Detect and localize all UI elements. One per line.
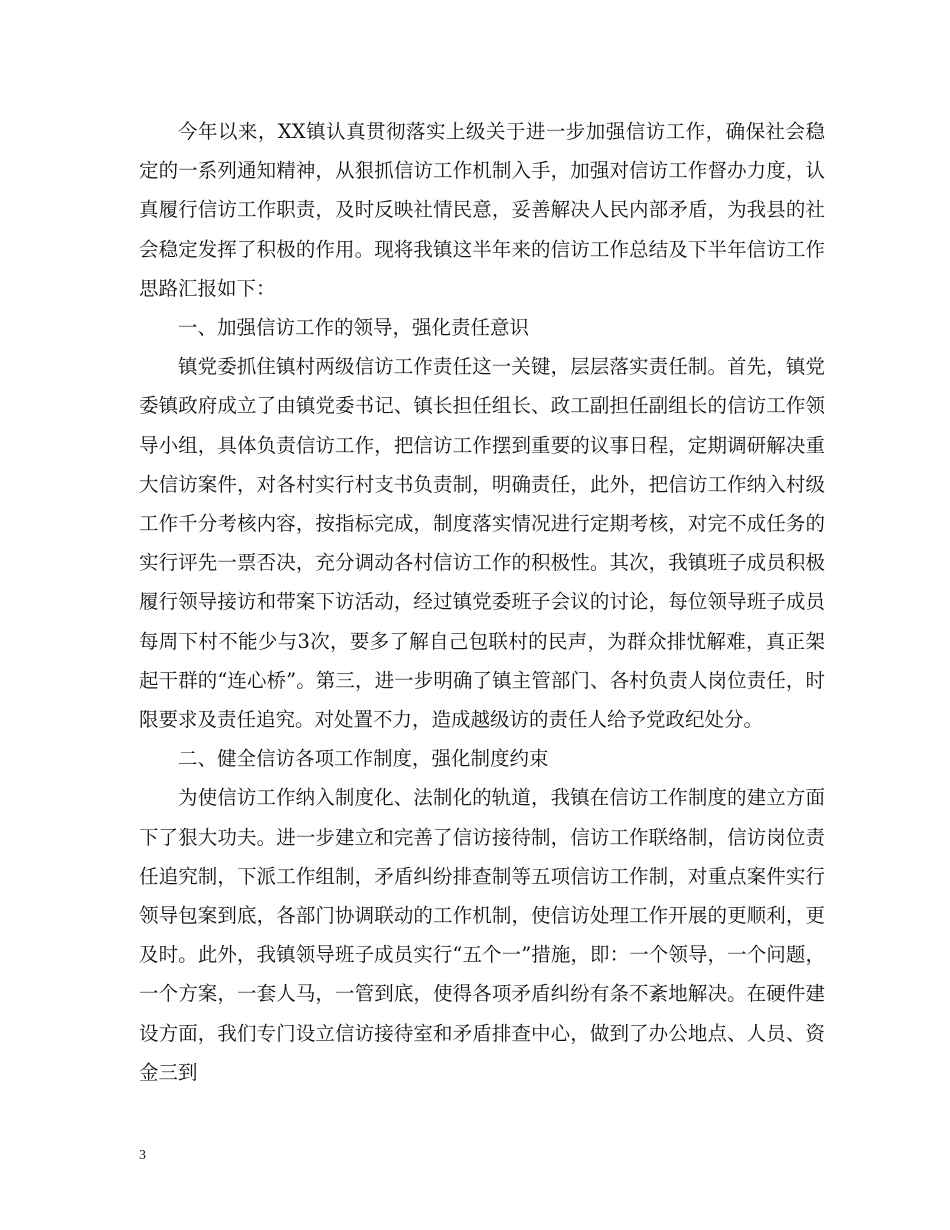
paragraph-intro: 今年以来，XX镇认真贯彻落实上级关于进一步加强信访工作，确保社会稳定的一系列通知精神，从狠抓信访工作机制入手，加强对信访工作督办力度，认真履行信访工作职责，及时反映社情民意，妥善解决人民内部矛盾，为我县的社会稳定发挥了积极的作用。现将我镇这半年来的信访工作总结及下半年信访工作思路汇报如下： (139, 120, 825, 300)
paragraph-section-1: 镇党委抓住镇村两级信访工作责任这一关键，层层落实责任制。首先，镇党委镇政府成立了由镇党委书记、镇长担任组长、政工副担任副组长的信访工作领导小组，具体负责信访工作，把信访工作摆到重要的议事日程，定期调研解决重大信访案件，对各村实行村支书负责制，明确责任，此外，把信访工作纳入村级工作千分考核内容，按指标完成，制度落实情况进行定期考核，对完不成任务的实行评先一票否决，充分调动各村信访工作的积极性。其次，我镇班子成员积极履行领导接访和带案下访活动，经过镇党委班子会议的讨论，每位领导班子成员每周下村不能少与3次，要多了解自己包联村的民声，为群众排忧解难，真正架起干群的“连心桥”。第三，进一步明确了镇主管部门、各村负责人岗位责任，时限要求及责任追究。对处置不力，造成越级访的责任人给予党政纪处分。 (139, 355, 825, 732)
page-number: 3 (139, 1148, 146, 1163)
body-text (139, 112, 825, 1092)
paragraph-section-2: 为使信访工作纳入制度化、法制化的轨道，我镇在信访工作制度的建立方面下了狠大功夫。进一步建立和完善了信访接待制，信访工作联络制，信访岗位责任追究制，下派工作组制，矛盾纠纷排查制等五项信访工作制，对重点案件实行领导包案到底，各部门协调联动的工作机制，使信访处理工作开展的更顺利，更及时。此外，我镇领导班子成员实行“五个一”措施，即：一个领导，一个问题，一个方案，一套人马，一管到底，使得各项矛盾纠纷有条不紊地解决。在硬件建设方面，我们专门设立信访接待室和矛盾排查中心，做到了办公地点、人员、资金三到 (139, 786, 825, 1084)
section-heading-2: 二、健全信访各项工作制度，强化制度约束 (178, 747, 549, 771)
section-heading-1: 一、加强信访工作的领导，强化责任意识 (178, 316, 530, 340)
